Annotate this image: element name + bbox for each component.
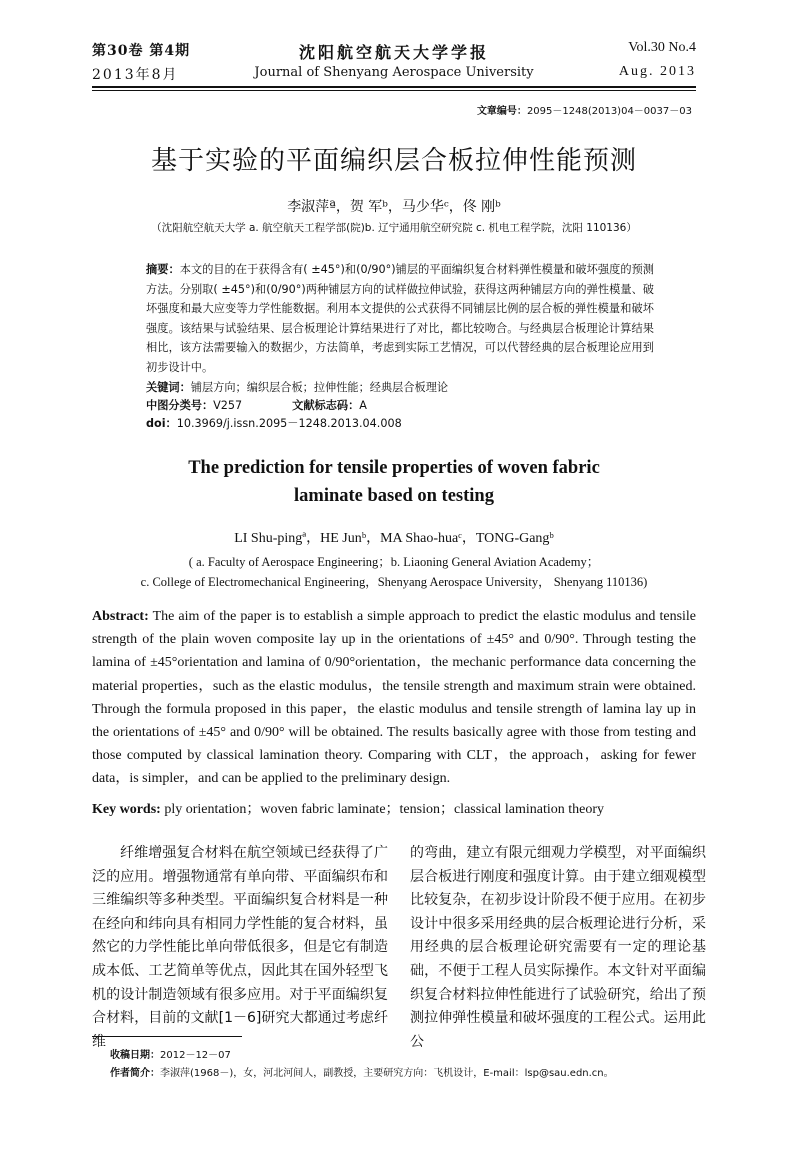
authors-cn: 李淑萍ª，贺 军ᵇ，马少华ᶜ，佟 刚ᵇ [287, 199, 501, 215]
abstract-en-label: Abstract: [92, 609, 149, 624]
title-en-line-2: laminate based on testing [294, 486, 494, 506]
footnote-rule [92, 1036, 242, 1037]
keywords-cn-label: 关键词： [146, 381, 191, 394]
journal-name-cn: 沈阳航空航天大学学报 [298, 43, 489, 62]
date-cn: 2013年8月 [92, 67, 179, 83]
article-number [477, 102, 692, 117]
received-label: 收稿日期： [110, 1050, 160, 1061]
doi-value: 10.3969/j.issn.2095－1248.2013.04.008 [176, 417, 402, 430]
title-en-line-1: The prediction for tensile properties of woven fabric [188, 458, 600, 478]
keywords-en [92, 798, 696, 818]
journal-name-en: Journal of Shenyang Aerospace University [254, 65, 534, 80]
abstract-cn [146, 260, 654, 377]
classification-cn [146, 396, 654, 416]
date-en: Aug. 2013 [618, 64, 696, 79]
author-bio-value: 李淑萍(1968－)，女，河北河间人，副教授，主要研究方向：飞机设计，E-mail：lsp@sau.edn.cn。 [160, 1068, 614, 1079]
doc-code-label: 文献标志码： [292, 399, 360, 412]
article-number-label: 文章编号： [476, 106, 527, 117]
body-column-right: 的弯曲，建立有限元细观力学模型，对平面编织层合板进行刚度和强度计算。由于建立细观模型比较复杂，在初步设计阶段不便于应用。在初步设计中很多采用经典的层合板理论进行分析，采用经典的层合板理论研究需要有一定的理论基础，不便于工程人员实际操作。本文针对平面编织复合材料拉伸性能进行了试验研究，给出了预测拉伸弹性模量和破坏强度的工程公式。运用此公 [410, 845, 706, 1050]
class-value: V257 [213, 399, 243, 412]
header-rule [92, 86, 696, 88]
footnote-received [110, 1046, 231, 1061]
doc-code-value: A [359, 399, 367, 412]
keywords-cn-text: 铺层方向；编织层合板；拉伸性能；经典层合板理论 [190, 381, 449, 394]
abstract-en [92, 605, 696, 791]
abstract-en-text: The aim of the paper is to establish a simple approach to predict the elastic modulus and tensile strength of the plain woven composite lay up in the orientations of ±45° and 0/90°. Through testing the lamina of ±45°orientation and lamina of 0/90°orientation，the mechanic performance data concerning the material properties，such as the elastic modulus，the tensile strength and maximum strain were obtained. Through the formula proposed in this paper，the elastic modulus and tensile strength of lamina lay up in the orientations of ±45° and 0/90° will be obtained. The results basically agree with those from testing and those computed by classical lamination theory. Comparing with CLT，the approach，asking for fewer data，is simpler，and can be applied to the preliminary design. [92, 609, 697, 787]
affiliation-en-2: c. College of Electromechanical Engineering，Shenyang Aerospace University， Shenyang 110136) [140, 575, 648, 589]
footnote-author [110, 1064, 614, 1079]
keywords-en-text: ply orientation；woven fabric laminate；tension；classical lamination theory [164, 802, 605, 817]
article-number-value: 2095－1248(2013)04－0037－03 [526, 106, 692, 117]
keywords-en-label: Key words: [92, 802, 161, 817]
title-en [0, 454, 788, 510]
author-bio-label: 作者简介： [110, 1068, 160, 1079]
title-cn: 基于实验的平面编织层合板拉伸性能预测 [150, 146, 637, 176]
header-rule-thin [92, 90, 696, 91]
body-column-left: 纤维增强复合材料在航空领域已经获得了广泛的应用。增强物通常有单向带、平面编织布和三维编织等多种类型。平面编织复合材料是一种在经向和纬向具有相同力学性能的复合材料，虽然它的力学性能比单向带低很多，但是它有制造成本低、工艺简单等优点，因此其在国外轻型飞机的设计制造领域有很多应用。对于平面编织复合材料，目前的文献[1－6]研究大都通过考虑纤维 [92, 845, 388, 1050]
class-label: 中图分类号： [146, 399, 214, 412]
doi [146, 414, 654, 434]
affiliation-cn: （沈阳航空航天大学 a. 航空航天工程学部(院)b. 辽宁通用航空研究院 c. 机电工程学院，沈阳 110136） [151, 222, 637, 234]
received-value: 2012－12－07 [160, 1050, 231, 1061]
volume-issue-en: Vol.30 No.4 [628, 40, 696, 55]
keywords-cn [146, 378, 654, 398]
volume-issue-cn: 第30卷 第4期 [92, 43, 191, 59]
abstract-cn-label: 摘要： [146, 263, 180, 276]
authors-en: LI Shu-pingª，HE Junᵇ，MA Shao-huaᶜ，TONG-Gangᵇ [234, 531, 554, 546]
affiliation-en-1: ( a. Faculty of Aerospace Engineering；b. Liaoning General Aviation Academy； [188, 555, 600, 569]
doi-label: doi： [146, 417, 177, 430]
abstract-cn-text: 本文的目的在于获得含有( ±45°)和(0/90°)铺层的平面编织复合材料弹性模量和破坏强度的预测方法。分别取( ±45°)和(0/90°)两种铺层方向的试样做拉伸试验，获得这两种铺层方向的弹性模量、破坏强度和最大应变等力学性能数据。利用本文提供的公式获得不同铺层比例的层合板的弹性模量和破坏强度。该结果与试验结果、层合板理论计算结果进行了对比，都比较吻合。与经典层合板理论计算结果相比，该方法需要输入的数据少，方法简单，考虑到实际工艺情况，可以代替经典的层合板理论应用到初步设计中。 [146, 263, 654, 374]
